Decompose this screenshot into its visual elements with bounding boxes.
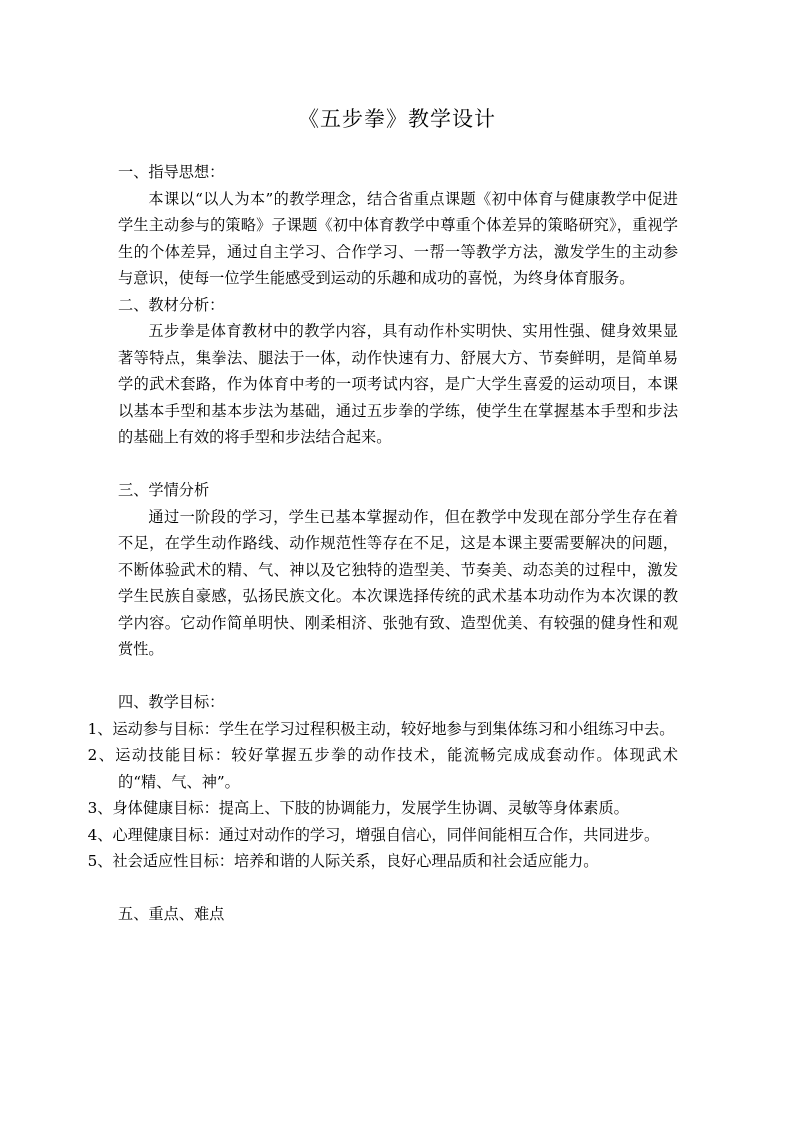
- section-heading-guiding-ideology: 一、指导思想：: [118, 163, 225, 181]
- goal-item-physical-health: 3、身体健康目标：提高上、下肢的协调能力，发展学生协调、灵敏等身体素质。: [87, 799, 629, 817]
- goal-item-participation: 1、运动参与目标：学生在学习过程积极主动，较好地参与到集体练习和小组练习中去。: [87, 719, 675, 738]
- paragraph-textbook-analysis: 五步拳是体育教材中的教学内容，具有动作朴实明快、实用性强、健身效果显著等特点，集拳法、腿法于一体，动作快速有力、舒展大方、节奏鲜明，是简单易学的武术套路，作为体育中考的一项考试内容，是广大学生喜爱的运动项目，本课以基本手型和基本步法为基础，通过五步拳的学练，使学生在掌握基本手型和步法的基础上有效的将手型和步法结合起来。: [118, 322, 678, 446]
- paragraph-student-analysis: 通过一阶段的学习，学生已基本掌握动作，但在教学中发现在部分学生存在着不足，在学生动作路线、动作规范性等存在不足，这是本课主要需要解决的问题，不断体验武术的精、气、神以及它独特的造型美、节奏美、动态美的过程中，激发学生民族自豪感，弘扬民族文化。本次课选择传统的武术基本功动作为本次课的教学内容。它动作简单明快、刚柔相济、张弛有致、造型优美、有较强的健身性和观赏性。: [118, 507, 678, 658]
- document-body: [87, 159, 678, 928]
- goal-item-skill: 2、运动技能目标：较好掌握五步拳的动作技术，能流畅完成成套动作。体现武术的“精、气、神”。: [87, 746, 678, 791]
- section-heading-textbook-analysis: 二、教材分析：: [118, 295, 225, 314]
- blank-line: [118, 875, 678, 902]
- section-heading-student-analysis: 三、学情分析: [118, 481, 210, 499]
- document-title: 《五步拳》教学设计: [298, 107, 496, 131]
- section-heading-key-points: 五、重点、难点: [118, 905, 225, 923]
- goal-item-social-adaptation: 5、社会适应性目标：培养和谐的人际关系，良好心理品质和社会适应能力。: [87, 852, 599, 870]
- paragraph-guiding-ideology: 本课以“以人为本”的教学理念，结合省重点课题《初中体育与健康教学中促进学生主动参与的策略》子课题《初中体育教学中尊重个体差异的策略研究》，重视学生的个体差异，通过自主学习、合作学习、一帮一等教学方法，激发学生的主动参与意识，使每一位学生能感受到运动的乐趣和成功的喜悦，为终身体育服务。: [118, 189, 678, 287]
- section-heading-teaching-goals: 四、教学目标：: [118, 693, 225, 711]
- blank-line: [118, 451, 678, 478]
- blank-line: [118, 663, 678, 690]
- goal-item-mental-health: 4、心理健康目标：通过对动作的学习，增强自信心，同伴间能相互合作，共同进步。: [87, 825, 660, 844]
